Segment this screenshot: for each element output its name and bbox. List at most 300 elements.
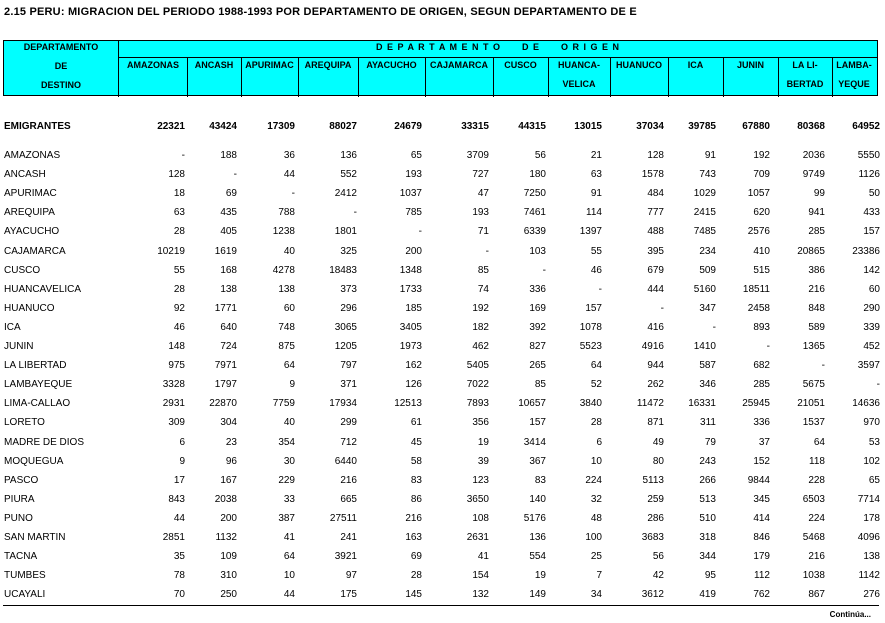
cell-value: 6 (596, 436, 602, 448)
cell-value: 99 (813, 188, 825, 200)
cell-value: - (485, 245, 489, 257)
cell-value: 2631 (466, 532, 489, 543)
cell-value: 32 (590, 493, 602, 505)
table-row (0, 417, 885, 432)
table-row (0, 551, 885, 566)
cell-value: 665 (340, 493, 357, 505)
row-label: TUMBES (4, 570, 46, 582)
cell-value: 3709 (466, 150, 489, 161)
cell-value: 392 (529, 321, 546, 333)
cell-value: 1397 (579, 226, 602, 238)
column-header: APURIMAC (245, 60, 294, 70)
cell-value: 10657 (518, 398, 546, 410)
cell-value: 311 (700, 417, 716, 429)
cell-value: 138 (278, 283, 295, 295)
cell-value: 344 (699, 551, 716, 563)
cell-value: 175 (340, 589, 357, 601)
cell-value: 1771 (214, 302, 237, 314)
cell-value: 56 (534, 150, 546, 161)
cell-value: 224 (808, 512, 825, 524)
row-label: SAN MARTIN (4, 532, 66, 543)
table-row (0, 532, 885, 547)
cell-value: 2412 (334, 188, 357, 200)
cell-value: 7759 (272, 398, 295, 410)
cell-value: 743 (699, 169, 716, 181)
column-header: JUNIN (736, 60, 764, 70)
cell-value: 178 (863, 512, 880, 524)
table-row (0, 398, 885, 413)
cell-value: 1973 (399, 341, 422, 352)
column-header: HUANCA- (558, 60, 600, 70)
cell-value: - (542, 264, 546, 276)
cell-value: 157 (863, 226, 880, 238)
cell-value: 682 (753, 360, 770, 372)
page-title: 2.15 PERU: MIGRACION DEL PERIODO 1988-1993 POR DEPARTAMENTO DE ORIGEN, SEGUN DEPARTAMENTO DE E (4, 6, 637, 18)
cell-value: 192 (753, 150, 770, 161)
table-row (0, 341, 885, 356)
cell-value: 1797 (214, 379, 237, 391)
cell-value: 243 (699, 455, 716, 467)
row-label: PASCO (4, 474, 39, 486)
cell-value: 373 (340, 283, 357, 295)
cell-value: 78 (173, 570, 185, 582)
table-row (0, 284, 885, 299)
cell-value: - (291, 188, 295, 200)
cell-value: 234 (699, 245, 716, 257)
cell-value: 97 (345, 570, 357, 582)
continua-note: Continúa... (829, 610, 871, 619)
cell-value: 118 (809, 455, 825, 467)
cell-value: 83 (534, 474, 546, 486)
cell-value: 169 (529, 302, 546, 314)
cell-value: 4096 (857, 532, 880, 543)
cell-value: 80 (652, 455, 664, 467)
cell-value: 132 (472, 589, 489, 601)
cell-value: 941 (808, 207, 825, 219)
cell-value: 52 (590, 379, 602, 391)
cell-value: 200 (405, 245, 422, 257)
cell-value: - (598, 283, 602, 295)
cell-value: 65 (410, 150, 422, 161)
table-row (0, 513, 885, 528)
cell-value: 509 (699, 264, 716, 276)
cell-value: 40 (283, 245, 295, 257)
cell-value: 138 (863, 551, 880, 563)
cell-value: 1078 (579, 321, 602, 333)
cell-value: 224 (585, 474, 602, 486)
cell-value: 114 (586, 207, 602, 219)
cell-value: 44 (173, 512, 185, 524)
cell-value: 7971 (214, 360, 237, 372)
row-label: APURIMAC (4, 188, 57, 200)
cell-value: 88027 (329, 121, 357, 132)
row-label: UCAYALI (4, 589, 46, 601)
column-header: AREQUIPA (304, 60, 352, 70)
cell-value: 727 (472, 169, 489, 181)
row-label: HUANUCO (4, 302, 55, 314)
cell-value: 513 (699, 493, 716, 505)
cell-value: 589 (808, 321, 825, 333)
cell-value: 5550 (857, 150, 880, 161)
cell-value: 762 (753, 589, 770, 601)
cell-value: - (712, 321, 716, 333)
cell-value: 452 (863, 341, 880, 352)
cell-value: 515 (753, 264, 770, 276)
cell-value: 347 (699, 302, 716, 314)
row-label: MADRE DE DIOS (4, 436, 85, 448)
column-header: CUSCO (504, 60, 537, 70)
cell-value: 848 (808, 302, 825, 314)
cell-value: 95 (704, 570, 716, 582)
row-label: AMAZONAS (4, 150, 61, 161)
cell-value: 259 (647, 493, 664, 505)
cell-value: - (876, 379, 880, 391)
cell-value: 2458 (747, 302, 770, 314)
table-row (0, 570, 885, 585)
cell-value: 20865 (797, 245, 825, 257)
table-row (0, 589, 885, 604)
cell-value: 49 (652, 436, 664, 448)
column-header: BERTAD (786, 79, 824, 89)
cell-value: 777 (647, 207, 664, 219)
row-label: PIURA (4, 493, 35, 505)
cell-value: 296 (340, 302, 357, 314)
column-header: LAMBA- (836, 60, 872, 70)
cell-value: 310 (220, 570, 237, 582)
cell-value: 433 (863, 207, 880, 219)
cell-value: 44 (283, 169, 295, 181)
destino-label-line: DEPARTAMENTO (23, 42, 99, 52)
cell-value: 91 (704, 150, 716, 161)
cell-value: 80368 (797, 121, 825, 132)
cell-value: 250 (220, 589, 237, 601)
cell-value: 44315 (518, 121, 546, 132)
cell-value: 9 (179, 455, 185, 467)
destino-label-line: DESTINO (40, 80, 81, 90)
cell-value: 1126 (858, 169, 880, 181)
cell-value: 5405 (466, 360, 489, 372)
cell-value: 228 (808, 474, 825, 486)
cell-value: 192 (472, 302, 489, 314)
cell-value: 18511 (742, 283, 770, 295)
cell-value: 36 (283, 150, 295, 161)
cell-value: 510 (699, 512, 716, 524)
cell-value: 69 (225, 188, 237, 200)
table-row (0, 494, 885, 509)
cell-value: 299 (340, 417, 357, 429)
cell-value: 587 (699, 360, 716, 372)
cell-value: 28 (173, 226, 185, 238)
cell-value: 797 (340, 360, 357, 372)
row-label: CUSCO (4, 264, 41, 276)
cell-value: 3597 (857, 360, 880, 372)
cell-value: 9844 (747, 474, 770, 486)
cell-value: 149 (529, 589, 546, 601)
cell-value: 102 (863, 455, 880, 467)
row-label: AREQUIPA (4, 207, 55, 219)
cell-value: 167 (220, 474, 237, 486)
cell-value: 276 (863, 589, 880, 601)
cell-value: 41 (477, 551, 489, 563)
cell-value: 41 (283, 532, 295, 543)
cell-value: 200 (220, 512, 237, 524)
cell-value: 18 (173, 188, 185, 200)
cell-value: 163 (405, 532, 422, 543)
cell-value: 37034 (636, 121, 664, 132)
column-header: AMAZONAS (127, 60, 179, 70)
cell-value: 56 (652, 551, 664, 563)
cell-value: 5468 (802, 532, 825, 543)
cell-value: 50 (868, 188, 880, 200)
cell-value: 100 (585, 532, 602, 543)
cell-value: 9 (289, 379, 295, 391)
cell-value: 2036 (802, 150, 825, 161)
cell-value: 488 (647, 226, 664, 238)
cell-value: 339 (863, 321, 880, 333)
cell-value: 1238 (272, 226, 295, 238)
cell-value: 395 (647, 245, 664, 257)
cell-value: 179 (753, 551, 770, 563)
cell-value: 148 (168, 341, 185, 352)
cell-value: 123 (472, 474, 489, 486)
cell-value: 3921 (334, 551, 357, 563)
cell-value: 354 (278, 436, 295, 448)
column-header: CAJAMARCA (430, 60, 488, 70)
cell-value: 103 (529, 245, 546, 257)
cell-value: 157 (585, 302, 602, 314)
table-row (0, 265, 885, 280)
row-label: CAJAMARCA (4, 245, 66, 257)
cell-value: 10 (590, 455, 602, 467)
cell-value: 1578 (641, 169, 664, 181)
row-label: EMIGRANTES (4, 121, 71, 132)
cell-value: 92 (173, 302, 185, 314)
cell-value: 34 (590, 589, 602, 601)
cell-value: 788 (278, 207, 295, 219)
cell-value: 7250 (523, 188, 546, 200)
cell-value: 28 (590, 417, 602, 429)
cell-value: 136 (529, 532, 546, 543)
cell-value: 724 (220, 341, 237, 352)
cell-value: 5176 (523, 512, 546, 524)
table-row (0, 475, 885, 490)
cell-value: 145 (405, 589, 422, 601)
cell-value: 410 (753, 245, 770, 257)
cell-value: 21051 (797, 398, 825, 410)
cell-value: 318 (699, 532, 716, 543)
cell-value: 1537 (802, 417, 825, 429)
cell-value: 55 (173, 264, 185, 276)
row-label: MOQUEGUA (4, 455, 64, 467)
cell-value: 843 (168, 493, 185, 505)
cell-value: 1205 (334, 341, 357, 352)
cell-value: 91 (590, 188, 602, 200)
cell-value: 2851 (162, 532, 185, 543)
cell-value: 3065 (334, 321, 357, 333)
cell-value: - (766, 341, 770, 352)
header-divider (118, 57, 878, 58)
cell-value: 28 (410, 570, 422, 582)
cell-value: - (181, 150, 185, 161)
cell-value: 13015 (574, 121, 602, 132)
cell-value: - (821, 360, 825, 372)
cell-value: 620 (753, 207, 770, 219)
cell-value: 42 (652, 570, 664, 582)
cell-value: 23386 (852, 245, 880, 257)
table-row (0, 246, 885, 261)
cell-value: 193 (472, 207, 489, 219)
row-label: LAMBAYEQUE (4, 379, 73, 391)
cell-value: 748 (278, 321, 295, 333)
cell-value: - (418, 226, 422, 238)
cell-value: 414 (753, 512, 770, 524)
cell-value: 140 (529, 493, 546, 505)
cell-value: 867 (808, 589, 825, 601)
cell-value: 1365 (802, 341, 825, 352)
cell-value: 48 (590, 512, 602, 524)
row-label: ICA (4, 321, 21, 333)
cell-value: 70 (173, 589, 185, 601)
cell-value: 1037 (399, 188, 422, 200)
cell-value: 386 (808, 264, 825, 276)
cell-value: 44 (283, 589, 295, 601)
row-label: JUNIN (4, 341, 34, 352)
column-header: ANCASH (194, 60, 234, 70)
cell-value: 17309 (267, 121, 295, 132)
cell-value: 944 (647, 360, 664, 372)
cell-value: 33 (283, 493, 295, 505)
table-row (0, 456, 885, 471)
cell-value: 5523 (579, 341, 602, 352)
cell-value: 162 (405, 360, 422, 372)
cell-value: 3840 (579, 398, 602, 410)
cell-value: 827 (529, 341, 546, 352)
cell-value: 58 (410, 455, 422, 467)
cell-value: 17 (173, 474, 185, 486)
cell-value: 64 (813, 436, 825, 448)
cell-value: 444 (647, 283, 664, 295)
table-row (0, 150, 885, 165)
cell-value: 216 (808, 551, 825, 563)
cell-value: 19 (477, 436, 489, 448)
cell-value: 3405 (399, 321, 422, 333)
row-label: AYACUCHO (4, 226, 60, 238)
cell-value: 35 (173, 551, 185, 563)
cell-value: 16331 (688, 398, 716, 410)
cell-value: 109 (220, 551, 237, 563)
cell-value: 5113 (642, 474, 664, 486)
column-header: AYACUCHO (366, 60, 417, 70)
cell-value: 712 (340, 436, 357, 448)
cell-value: 10 (283, 570, 295, 582)
cell-value: 128 (168, 169, 185, 181)
cell-value: 405 (220, 226, 237, 238)
cell-value: 7 (596, 570, 602, 582)
cell-value: 552 (340, 169, 357, 181)
cell-value: 1410 (693, 341, 716, 352)
cell-value: 216 (405, 512, 422, 524)
cell-value: 85 (534, 379, 546, 391)
cell-value: 2415 (693, 207, 716, 219)
cell-value: 74 (477, 283, 489, 295)
cell-value: 2576 (747, 226, 770, 238)
cell-value: 85 (477, 264, 489, 276)
cell-value: 7714 (857, 493, 880, 505)
cell-value: 6 (179, 436, 185, 448)
cell-value: 28 (173, 283, 185, 295)
cell-value: 21 (590, 150, 602, 161)
table-row (0, 303, 885, 318)
cell-value: 5160 (693, 283, 716, 295)
cell-value: 640 (220, 321, 237, 333)
cell-value: 2038 (214, 493, 237, 505)
table-row (0, 188, 885, 203)
cell-value: 53 (868, 436, 880, 448)
cell-value: 79 (704, 436, 716, 448)
cell-value: 47 (477, 188, 489, 200)
cell-value: 64952 (852, 121, 880, 132)
cell-value: 64 (590, 360, 602, 372)
cell-value: 419 (699, 589, 716, 601)
cell-value: 1029 (693, 188, 716, 200)
cell-value: 7893 (466, 398, 489, 410)
column-header: LA LI- (792, 60, 818, 70)
cell-value: 168 (220, 264, 237, 276)
cell-value: 9749 (802, 169, 825, 181)
cell-value: 846 (753, 532, 770, 543)
cell-value: 136 (340, 150, 357, 161)
cell-value: 265 (529, 360, 546, 372)
cell-value: 462 (472, 341, 489, 352)
cell-value: 346 (699, 379, 716, 391)
cell-value: 262 (647, 379, 664, 391)
cell-value: 871 (647, 417, 664, 429)
cell-value: 785 (405, 207, 422, 219)
cell-value: 11472 (636, 398, 664, 410)
origen-label: D E P A R T A M E N T O D E O R I G E N (375, 42, 621, 52)
cell-value: 19 (534, 570, 546, 582)
column-header: ICA (687, 60, 704, 70)
table-row (0, 207, 885, 222)
cell-value: 96 (225, 455, 237, 467)
cell-value: 1057 (747, 188, 770, 200)
table-row (0, 322, 885, 337)
cell-value: 266 (699, 474, 716, 486)
cell-value: 1038 (802, 570, 825, 582)
table-row (0, 169, 885, 184)
cell-value: 65 (868, 474, 880, 486)
table-row (0, 379, 885, 394)
cell-value: 3612 (641, 589, 664, 601)
cell-value: 157 (529, 417, 546, 429)
cell-value: 6503 (802, 493, 825, 505)
cell-value: 1348 (399, 264, 422, 276)
table-row (0, 226, 885, 241)
cell-value: 60 (283, 302, 295, 314)
cell-value: 24679 (394, 121, 422, 132)
destino-label-line: DE (54, 61, 68, 71)
cell-value: 7022 (466, 379, 489, 391)
cell-value: 241 (340, 532, 357, 543)
cell-value: 7485 (693, 226, 716, 238)
cell-value: 345 (753, 493, 770, 505)
cell-value: 5675 (802, 379, 825, 391)
cell-value: 4916 (641, 341, 664, 352)
cell-value: 180 (529, 169, 546, 181)
cell-value: 286 (647, 512, 664, 524)
cell-value: 4278 (272, 264, 295, 276)
cell-value: 216 (340, 474, 357, 486)
